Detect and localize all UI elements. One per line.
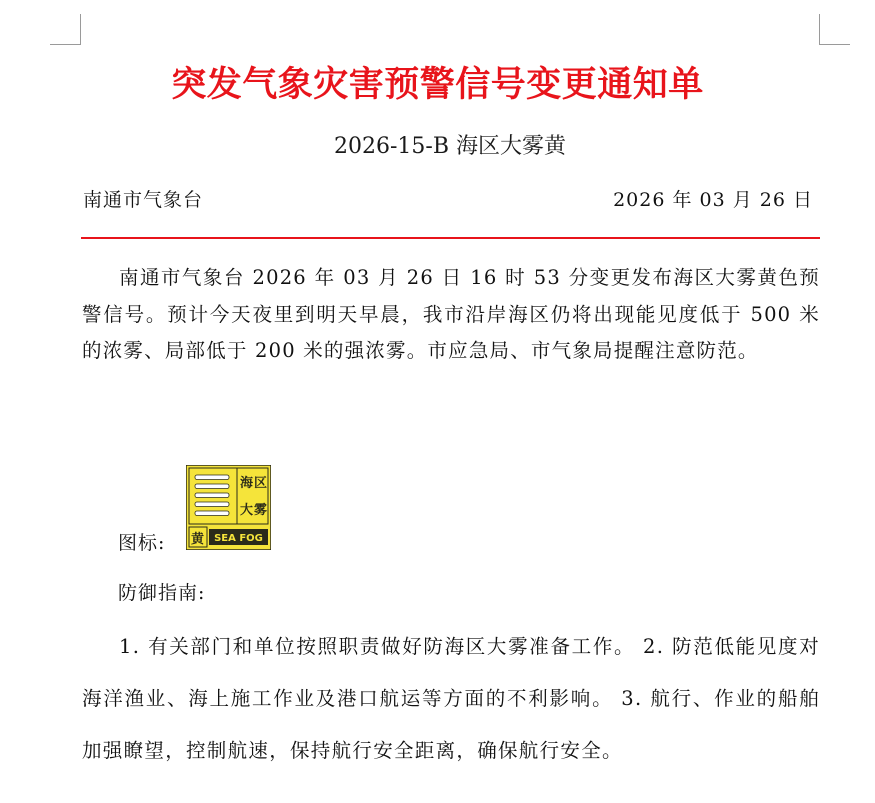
icon-english-label: SEA FOG [214, 533, 263, 544]
icon-char-2: 区 [254, 476, 268, 491]
notice-body: 南通市气象台 2026 年 03 月 26 日 16 时 53 分变更发布海区大雾黄色预警信号。预计今天夜里到明天早晨，我市沿岸海区仍将出现能见度低于 500 米的浓雾、局部低于 200 米的强浓雾。市应急局、市气象局提醒注意防范。 [82, 266, 820, 362]
icon-char-3: 大 [240, 503, 254, 518]
page-corner-mark-left [50, 14, 81, 45]
issue-date: 2026 年 03 月 26 日 [613, 189, 813, 211]
notice-title: 突发气象灾害预警信号变更通知单 [171, 64, 704, 105]
icon-label: 图标: [118, 532, 166, 554]
notice-subtitle: 2026-15-B 海区大雾黄 [333, 134, 566, 159]
sea-fog-yellow-warning-icon [186, 465, 271, 550]
icon-level-char: 黄 [191, 532, 205, 547]
guide-text: 1. 有关部门和单位按照职责做好防海区大雾准备工作。 2. 防范低能见度对海洋渔业、海上施工作业及港口航运等方面的不利影响。 3. 航行、作业的船舶加强瞭望，控制航速，保持航行安全距离，确保航行安全。 [82, 635, 820, 762]
header-divider [81, 237, 820, 239]
icon-char-1: 海 [240, 476, 254, 491]
page-corner-mark-right [819, 14, 850, 45]
guide-heading: 防御指南: [118, 582, 206, 604]
issuer-name: 南通市气象台 [83, 189, 204, 211]
icon-char-4: 雾 [254, 503, 268, 518]
